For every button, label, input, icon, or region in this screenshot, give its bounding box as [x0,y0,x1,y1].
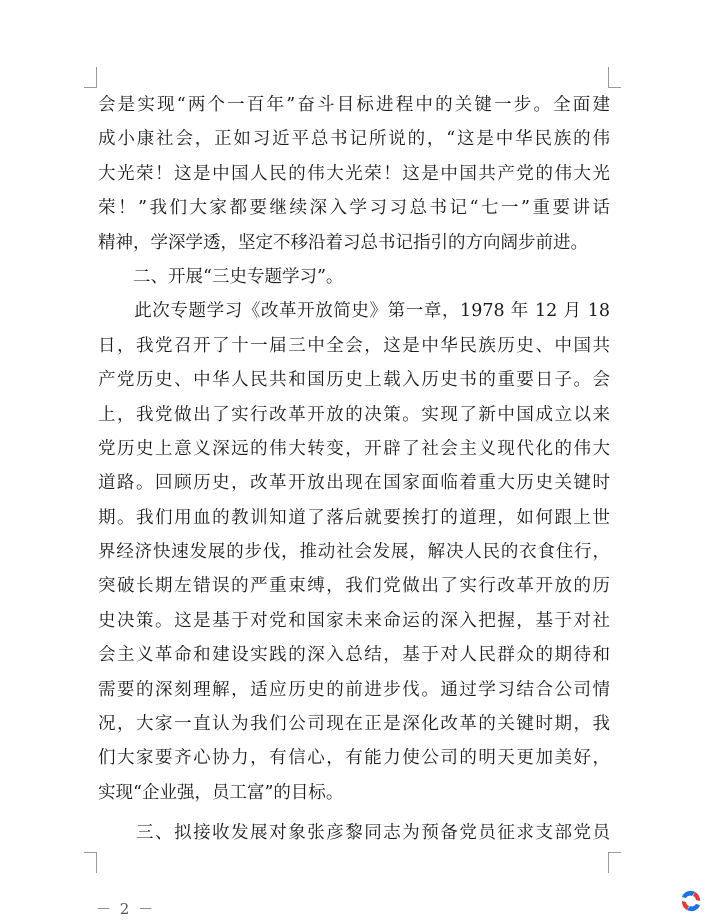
text-line: 成小康社会，正如习近平总书记所说的，“这是中华民族的伟 [98,129,610,150]
section-heading: 三、拟接收发展对象张彦黎同志为预备党员征求支部党员 [98,823,610,844]
margin-corner-top-right [608,67,621,88]
text-line: 况，大家一直认为我们公司现在正是深化改革的关键时期，我 [98,714,610,735]
text-line: 会是实现“两个一百年”奋斗目标进程中的关键一步。全面建 [98,95,610,115]
text-line: 突破长期左错误的严重束缚，我们党做出了实行改革开放的历 [98,576,610,597]
text-line: 上，我党做出了实行改革开放的决策。实现了新中国成立以来 [98,404,610,425]
text-line: 史决策。这是基于对党和国家未来命运的深入把握，基于对社 [98,610,610,631]
text-line: 此次专题学习《改革开放简史》第一章，1978 年 12 月 18 [98,301,610,322]
text-line: 实现“企业强，员工富”的目标。 [98,782,344,803]
section-heading: 二、开展“三史专题学习”。 [98,266,344,287]
text-line: 日，我党召开了十一届三中全会，这是中华民族历史、中国共 [98,335,610,356]
text-line: 道路。回顾历史，改革开放出现在国家面临着重大历史关键时 [98,473,610,494]
text-line: 精神，学深学透，坚定不移沿着习总书记指引的方向阔步前进。 [98,232,588,253]
text-line: 荣！”我们大家都要继续深入学习习总书记“七一”重要讲话 [98,198,610,219]
text-line: 们大家要齐心协力，有信心，有能力使公司的明天更加美好， [98,748,610,769]
text-line: 党历史上意义深远的伟大转变，开辟了社会主义现代化的伟大 [98,438,610,459]
text-line: 大光荣！这是中国人民的伟大光荣！这是中国共产党的伟大光 [98,163,610,184]
page-number: － 2 － [96,900,156,918]
text-line: 界经济快速发展的步伐，推动社会发展，解决人民的衣食住行， [98,542,610,563]
text-line: 产党历史、中华人民共和国历史上载入历史书的重要日子。会 [98,370,610,391]
margin-corner-bottom-right [608,852,621,873]
app-logo-icon [678,888,704,914]
document-body [98,88,610,851]
margin-corner-bottom-left [84,852,97,873]
text-line: 需要的深刻理解，适应历史的前进步伐。通过学习结合公司情 [98,679,610,700]
text-line: 期。我们用血的教训知道了落后就要挨打的道理，如何跟上世 [98,507,610,528]
margin-corner-top-left [84,67,97,88]
text-line: 会主义革命和建设实践的深入总结，基于对人民群众的期待和 [98,645,610,666]
